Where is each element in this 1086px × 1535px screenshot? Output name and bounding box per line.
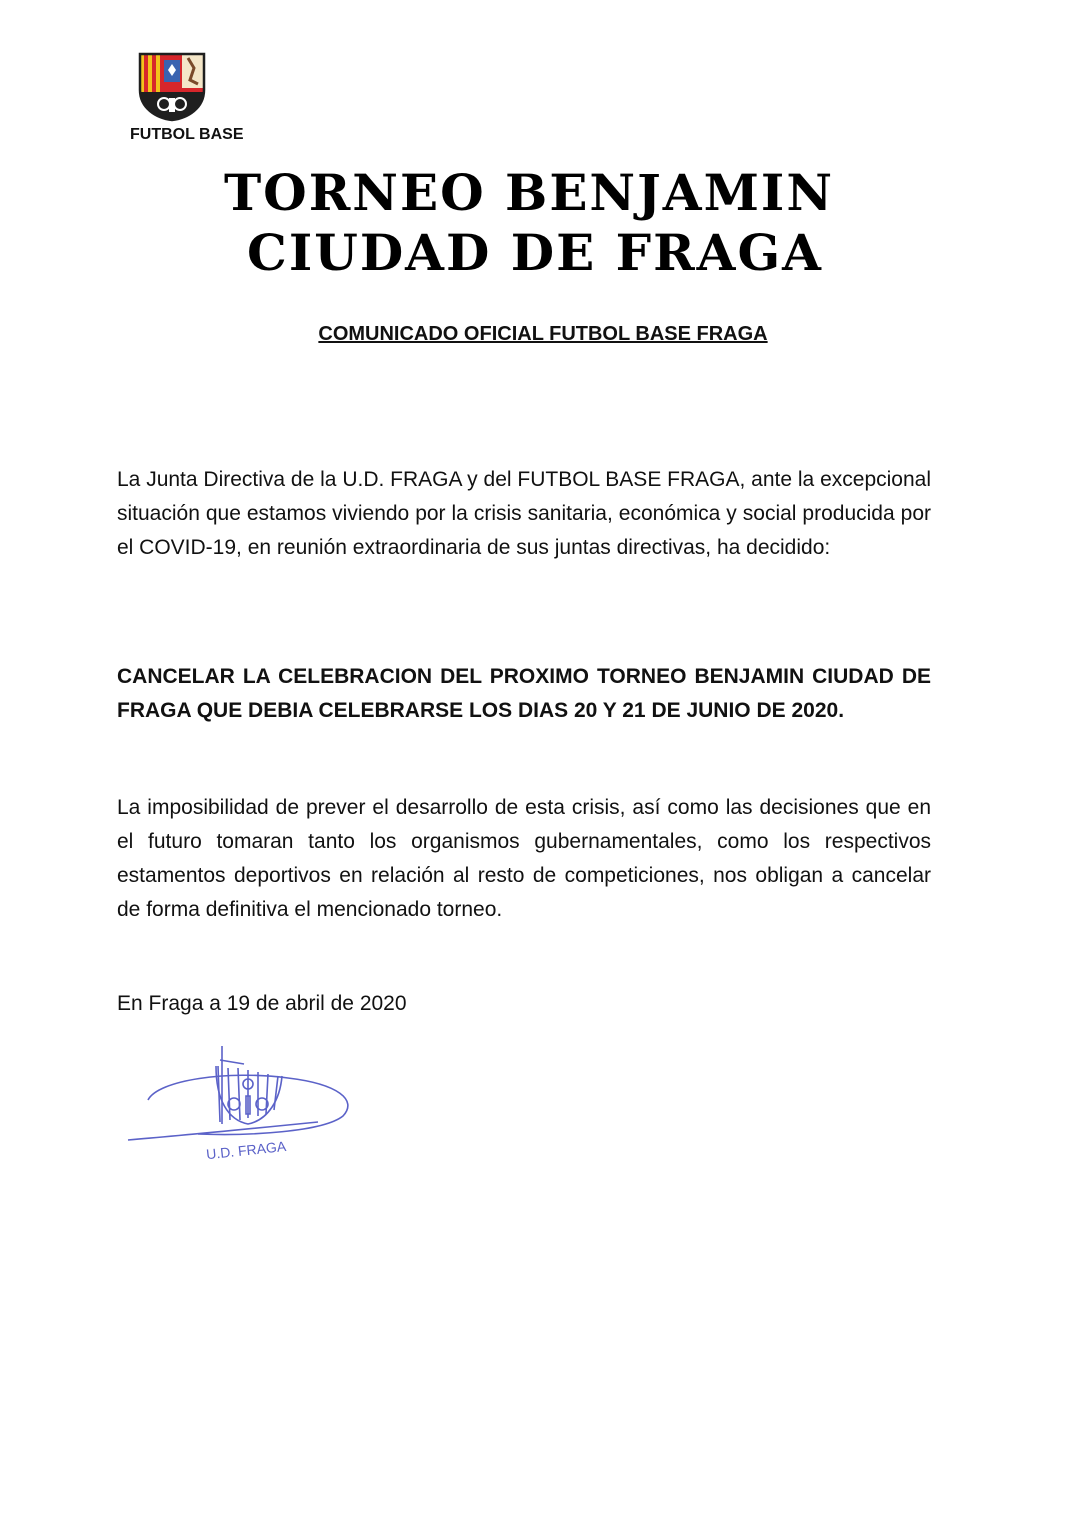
logo-caption: FUTBOL BASE (130, 126, 244, 143)
subtitle: COMUNICADO OFICIAL FUTBOL BASE FRAGA (318, 323, 768, 345)
date-line: En Fraga a 19 de abril de 2020 (117, 992, 407, 1015)
body-paragraph-1: La Junta Directiva de la U.D. FRAGA y del FUTBOL BASE FRAGA, ante la excepcional situación que estamos viviendo por la crisis sanitaria, económica y social producida por el COVID-19, en reunión extraordinaria de sus juntas directivas, ha decidido: (117, 468, 931, 559)
signature-stamp (118, 1040, 358, 1160)
title-line-1: TORNEO BENJAMIN (223, 163, 835, 222)
stamp-icon (118, 1040, 358, 1160)
club-logo (130, 50, 244, 150)
body-paragraph-2: CANCELAR LA CELEBRACION DEL PROXIMO TORNEO BENJAMIN CIUDAD DE FRAGA QUE DEBIA CELEBRARSE LOS DIAS 20 Y 21 DE JUNIO DE 2020. (117, 665, 931, 722)
body-paragraph-3: La imposibilidad de prever el desarrollo de esta crisis, así como las decisiones que en el futuro tomaran tanto los organismos gubernamentales, como los respectivos estamentos deportivos en relación al resto de competiciones, nos obligan a cancelar de forma definitiva el mencionado torneo. (117, 796, 931, 921)
stamp-text: U.D. FRAGA (205, 1138, 287, 1160)
club-crest-icon (136, 50, 208, 122)
title-line-2: CIUDAD DE FRAGA (247, 223, 823, 282)
